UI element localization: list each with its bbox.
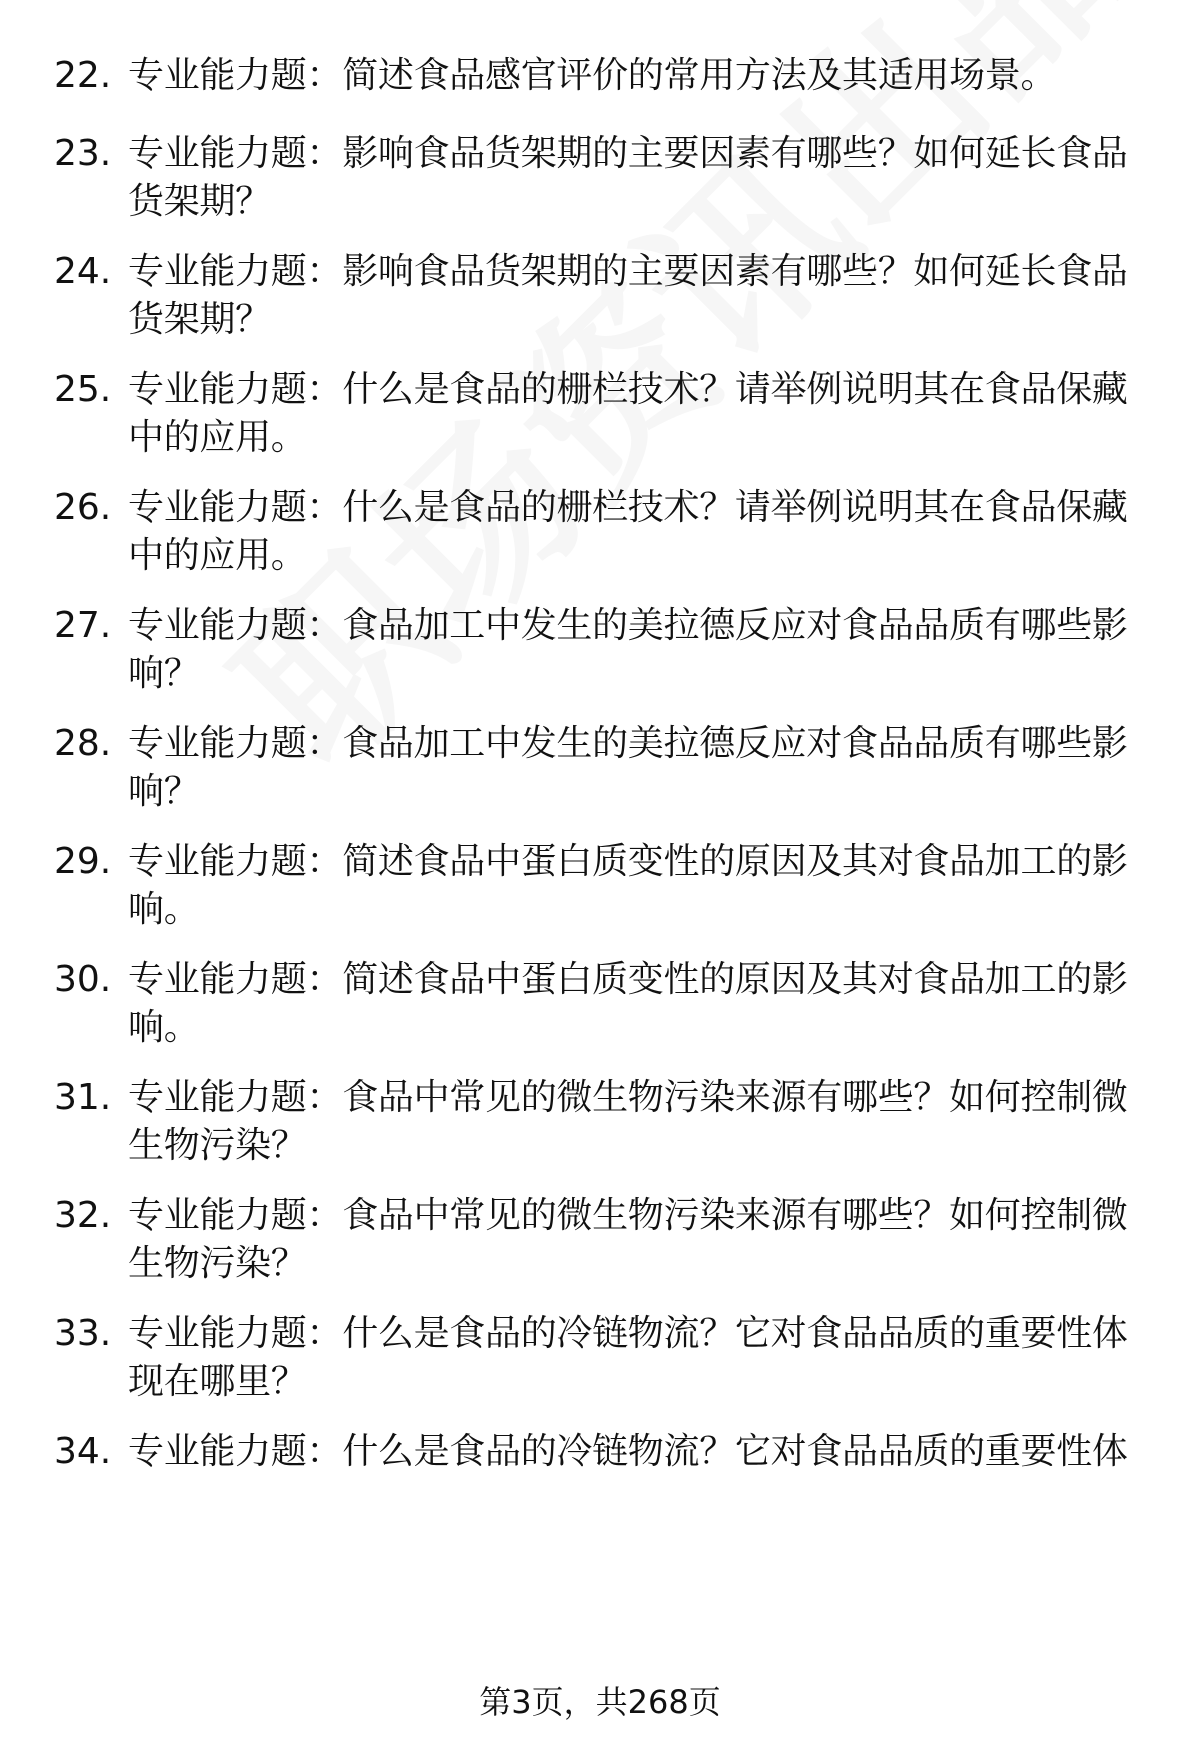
question-line: 专业能力题：什么是食品的冷链物流？它对食品品质的重要性体 [128,1313,1128,1354]
question-line: 生物污染？ [128,1125,307,1166]
question-line: 现在哪里？ [128,1361,307,1402]
question-line: 专业能力题：影响食品货架期的主要因素有哪些？如何延长食品 [128,251,1128,292]
question-line: 专业能力题：影响食品货架期的主要因素有哪些？如何延长食品 [128,133,1128,174]
question-text [128,1428,1138,1476]
question-line: 专业能力题：食品加工中发生的美拉德反应对食品品质有哪些影 [128,723,1128,764]
question-line: 货架期？ [128,299,271,340]
question-text [128,602,1138,698]
question-text [128,366,1138,462]
question-line: 专业能力题：什么是食品的冷链物流？它对食品品质的重要性体 [128,1431,1128,1472]
question-number: 24. [54,251,112,292]
question-line: 货架期？ [128,181,271,222]
question-number: 25. [54,369,112,410]
question-line: 响。 [128,889,200,930]
question-line: 生物污染？ [128,1243,307,1284]
question-number: 32. [54,1195,112,1236]
question-line: 响。 [128,1007,200,1048]
question-line: 中的应用。 [128,417,307,458]
question-number: 29. [54,841,112,882]
question-text [128,956,1138,1052]
question-number: 23. [54,133,112,174]
question-number: 34. [54,1431,112,1472]
question-number: 28. [54,723,112,764]
question-line: 响？ [128,653,200,694]
question-text [128,1192,1138,1288]
question-line: 专业能力题：食品中常见的微生物污染来源有哪些？如何控制微 [128,1077,1128,1118]
question-text [128,838,1138,934]
question-line: 专业能力题：简述食品中蛋白质变性的原因及其对食品加工的影 [128,841,1128,882]
question-number: 33. [54,1313,112,1354]
question-text [128,1310,1138,1406]
question-line: 中的应用。 [128,535,307,576]
question-line: 专业能力题：食品中常见的微生物污染来源有哪些？如何控制微 [128,1195,1128,1236]
question-text [128,248,1138,344]
question-line: 响？ [128,771,200,812]
question-line: 专业能力题：什么是食品的栅栏技术？请举例说明其在食品保藏 [128,487,1128,528]
question-text [128,484,1138,580]
question-number: 31. [54,1077,112,1118]
question-number: 26. [54,487,112,528]
question-number: 22. [54,55,112,96]
question-line: 专业能力题：简述食品感官评价的常用方法及其适用场景。 [128,55,1057,96]
question-line: 专业能力题：什么是食品的栅栏技术？请举例说明其在食品保藏 [128,369,1128,410]
question-line: 专业能力题：食品加工中发生的美拉德反应对食品品质有哪些影 [128,605,1128,646]
question-number: 27. [54,605,112,646]
question-text [128,720,1138,816]
question-text [128,1074,1138,1170]
question-text [128,52,1138,100]
question-line: 专业能力题：简述食品中蛋白质变性的原因及其对食品加工的影 [128,959,1128,1000]
question-number: 30. [54,959,112,1000]
page-indicator: 第3页，共268页 [479,1683,721,1721]
question-text [128,130,1138,226]
